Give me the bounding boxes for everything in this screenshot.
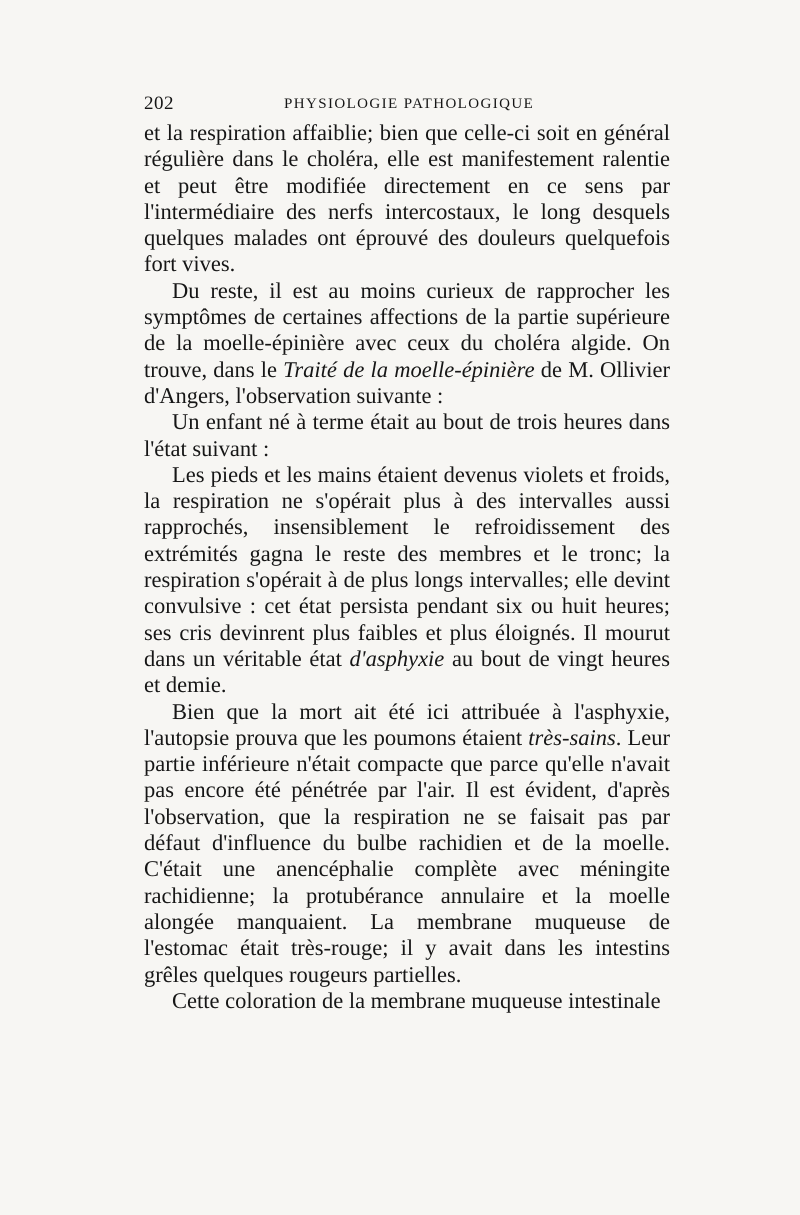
- paragraph-3: [144, 409, 670, 462]
- paragraph-5-text-a: Bien que la mort ait été ici attribuée à l'asphyxie, l'autopsie prouva que les poumons étaient: [144, 698, 670, 750]
- body-text: [144, 120, 670, 1014]
- paragraph-1: [144, 120, 670, 278]
- paragraph-2-text-a: Du reste, il est au moins curieux de rapprocher les symptômes de certaines affections de la partie supérieure de la moelle-épinière avec ceux du choléra algide. On trouve, dans le: [144, 277, 670, 382]
- paragraph-5: [144, 699, 670, 988]
- book-title-italic: Traité de la moelle-épinière: [283, 356, 535, 382]
- paragraph-1-text: et la respiration affaiblie; bien que celle-ci soit en général régulière dans le choléra, elle est manifestement ralentie et peut être modifiée directement en ce sens par l'intermédiaire des nerfs intercostaux, le long desquels quelques malades ont éprouvé des douleurs quelquefois fort vives.: [144, 120, 670, 277]
- paragraph-2-text-b: de M. Ollivier d'Angers, l'observation suivante :: [144, 356, 670, 408]
- paragraph-3-text: Un enfant né à terme était au bout de trois heures dans l'état suivant :: [144, 409, 670, 461]
- paragraph-2: [144, 278, 670, 409]
- paragraph-6: [144, 988, 670, 1014]
- paragraph-4-text-a: Les pieds et les mains étaient devenus violets et froids, la respiration ne s'opérait plus à des intervalles aussi rapprochés, insensiblement le refroidissement des extrémités gagna le reste des membres et le tronc; la respiration s'opérait à de plus longs intervalles; elle devint convulsive : cet état persista pendant six ou huit heures; ses cris devinrent plus faibles et plus éloignés. Il mourut dans un véritable état: [144, 461, 670, 671]
- paragraph-4: [144, 462, 670, 699]
- paragraph-5-text-b: . Leur partie inférieure n'était compacte que parce qu'elle n'avait pas encore été pénétrée par l'air. Il est évident, d'après l'observation, que la respiration ne se faisait pas par défaut d'influence du bulbe rachidien et de la moelle. C'était une anencéphalie complète avec méningite rachidienne; la protubérance annulaire et la moelle alongée manquaient. La membrane muqueuse de l'estomac était très-rouge; il y avait dans les intestins grêles quelques rougeurs partielles.: [144, 724, 670, 987]
- page-number: 202: [144, 93, 174, 114]
- asphyxie-italic: d'asphyxie: [349, 645, 445, 671]
- paragraph-6-text: Cette coloration de la membrane muqueuse intestinale: [172, 987, 661, 1013]
- running-head: PHYSIOLOGIE PATHOLOGIQUE: [284, 96, 535, 112]
- tres-sains-italic: très-sains: [528, 724, 616, 750]
- page-header: [144, 93, 670, 117]
- paragraph-4-text-b: au bout de vingt heures et demie.: [144, 645, 670, 698]
